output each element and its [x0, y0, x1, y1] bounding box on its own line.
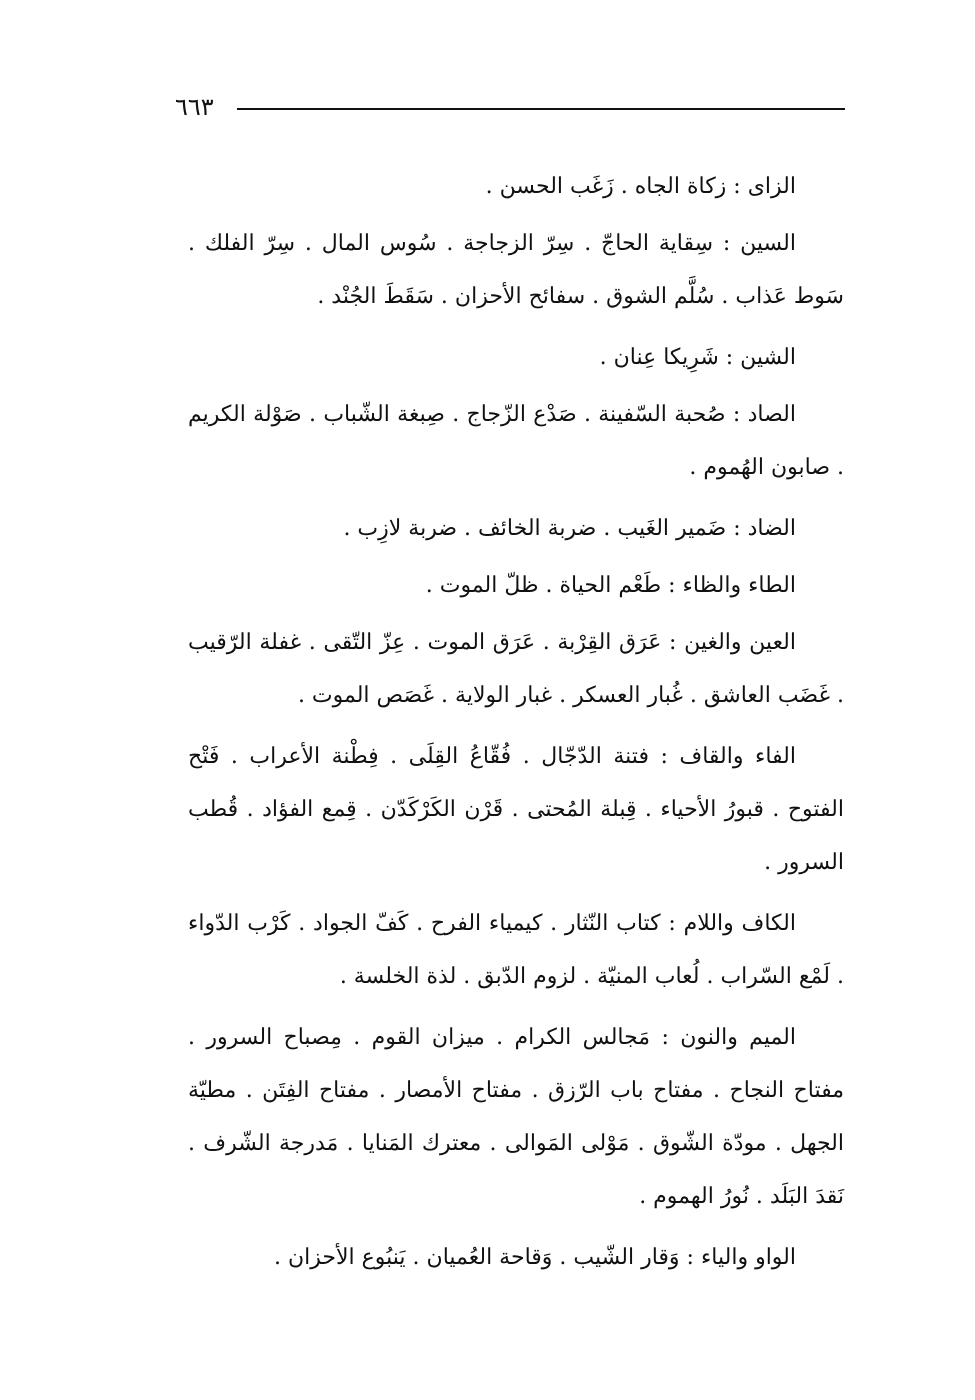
entry-text: ضَمير الغَيب . ضربة الخائف . ضربة لازِب . — [343, 516, 727, 541]
entry-heading: الشين : — [725, 345, 796, 370]
entry-sin — [188, 217, 844, 323]
entry-heading: الصاد : — [732, 402, 796, 427]
entry-shin — [188, 331, 844, 384]
entry-text: عَرَق القِرْبة . عَرَق الموت . عِزّ التّقى . غفلة الرّقيب . غَضَب العاشق . غُبار العسكر . غبار الولاية . غَصَص الموت . — [188, 630, 844, 708]
entry-sad — [188, 388, 844, 494]
entry-heading: العين والغين : — [669, 630, 796, 655]
entry-heading: الضاد : — [733, 516, 796, 541]
entry-text: شَرِيكا عِنان . — [599, 345, 719, 370]
entry-text: طَعْم الحياة . ظلّ الموت . — [425, 573, 662, 598]
entry-heading: الكاف واللام : — [668, 911, 796, 936]
entry-heading: الفاء والقاف : — [660, 744, 796, 769]
entry-text: فتنة الدّجّال . فُقّاعُ القِلَى . فِطْنة الأعراب . فَتْح الفتوح . قبورُ الأحياء . قِبلة المُحتى . قَرْن الكَرْكَدّن . قِمع الفؤاد . قُطب السرور . — [188, 744, 844, 875]
entry-text: صُحبة السّفينة . صَدْع الزّجاج . صِبغة الشّباب . صَوْلة الكريم . صابون الهُموم . — [188, 402, 844, 480]
entry-heading: الطاء والظاء : — [668, 573, 796, 598]
entry-dad — [188, 502, 844, 555]
entry-text: مَجالس الكرام . ميزان القوم . مِصباح السرور . مفتاح النجاح . مفتاح باب الرّزق . مفتاح الأمصار . مفتاح الفِتَن . مطيّة الجهل . مودّة الشّوق . مَوْلى المَوالى . معترك المَنايا . مَدرجة الشّرف . نَقدَ البَلَد . نُورُ الهموم . — [188, 1025, 845, 1209]
entry-kaf-lam — [188, 897, 844, 1003]
entry-zay — [188, 160, 844, 213]
header-rule — [237, 108, 845, 110]
entry-text: سِقاية الحاجّ . سِرّ الزجاجة . سُوس المال . سِرّ الفلك . سَوط عَذاب . سُلَّم الشوق . سفائح الأحزان . سَقَطَ الجُنْد . — [188, 231, 844, 309]
main-text — [188, 160, 844, 1288]
entry-text: زكاة الجاه . زَغَب الحسن . — [485, 174, 727, 199]
entry-waw-ya — [188, 1231, 844, 1284]
page-number: ٦٦٣ — [175, 93, 214, 121]
entry-fa-qaf — [188, 730, 844, 889]
entry-ain-ghain — [188, 616, 844, 722]
entry-text: كتاب النّثار . كيمياء الفرح . كَفّ الجواد . كَرْب الدّواء . لَمْع السّراب . لُعاب المنيّة . لزوم الدّبق . لذة الخلسة . — [188, 911, 844, 989]
entry-heading: الميم والنون : — [661, 1025, 796, 1050]
entry-ta-za — [188, 559, 844, 612]
entry-mim-nun — [188, 1011, 844, 1223]
entry-heading: الزاى : — [733, 174, 796, 199]
entry-heading: السين : — [722, 231, 796, 256]
page-header — [175, 92, 845, 122]
entry-text: وَقار الشّيب . وَقاحة العُميان . يَنبُوع الأحزان . — [274, 1245, 680, 1270]
entry-heading: الواو والياء : — [686, 1245, 796, 1270]
